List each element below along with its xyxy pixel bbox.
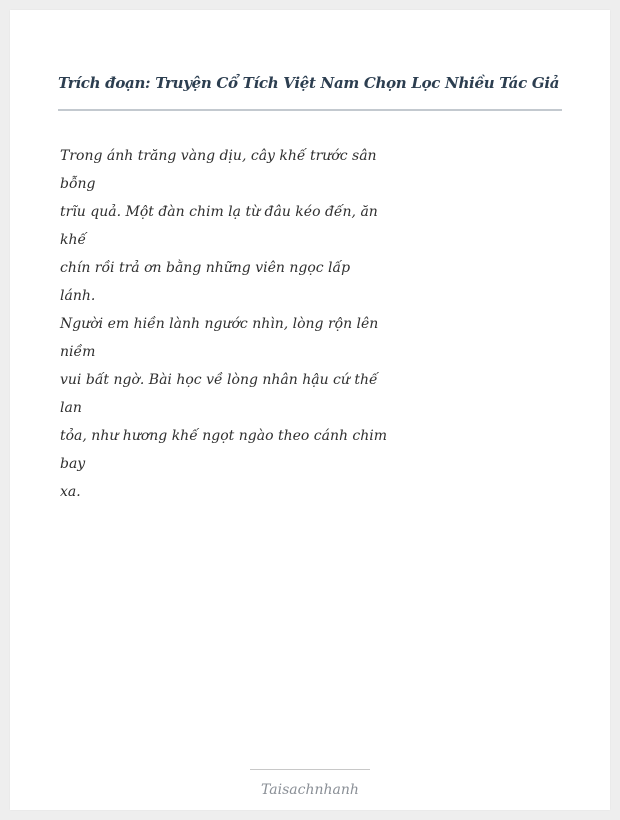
text-line: lan <box>60 400 82 416</box>
text-line: niềm <box>60 344 96 360</box>
text-line: Trong ánh trăng vàng dịu, cây khế trước sân <box>60 148 377 164</box>
text-line: bay <box>60 456 86 472</box>
text-line: vui bất ngờ. Bài học về lòng nhân hậu cứ thế <box>60 372 378 388</box>
document-title: Trích đoạn: Truyện Cổ Tích Việt Nam Chọn Lọc Nhiều Tác Giả <box>58 74 560 92</box>
text-line: trĩu quả. Một đàn chim lạ từ đâu kéo đến, ăn <box>60 204 378 220</box>
text-line: khế <box>60 232 87 248</box>
document-page <box>10 10 610 810</box>
text-line: Người em hiền lành ngước nhìn, lòng rộn lên <box>60 316 379 332</box>
text-line: bỗng <box>60 176 96 192</box>
excerpt-body <box>60 142 388 506</box>
footer-divider <box>250 769 370 770</box>
title-divider <box>58 109 562 111</box>
footer-brand: Taisachnhanh <box>261 782 359 798</box>
text-line: xa. <box>60 484 81 500</box>
text-line: tỏa, như hương khế ngọt ngào theo cánh chim <box>60 428 388 444</box>
text-line: chín rồi trả ơn bằng những viên ngọc lấp <box>60 260 351 276</box>
text-line: lánh. <box>60 288 96 304</box>
